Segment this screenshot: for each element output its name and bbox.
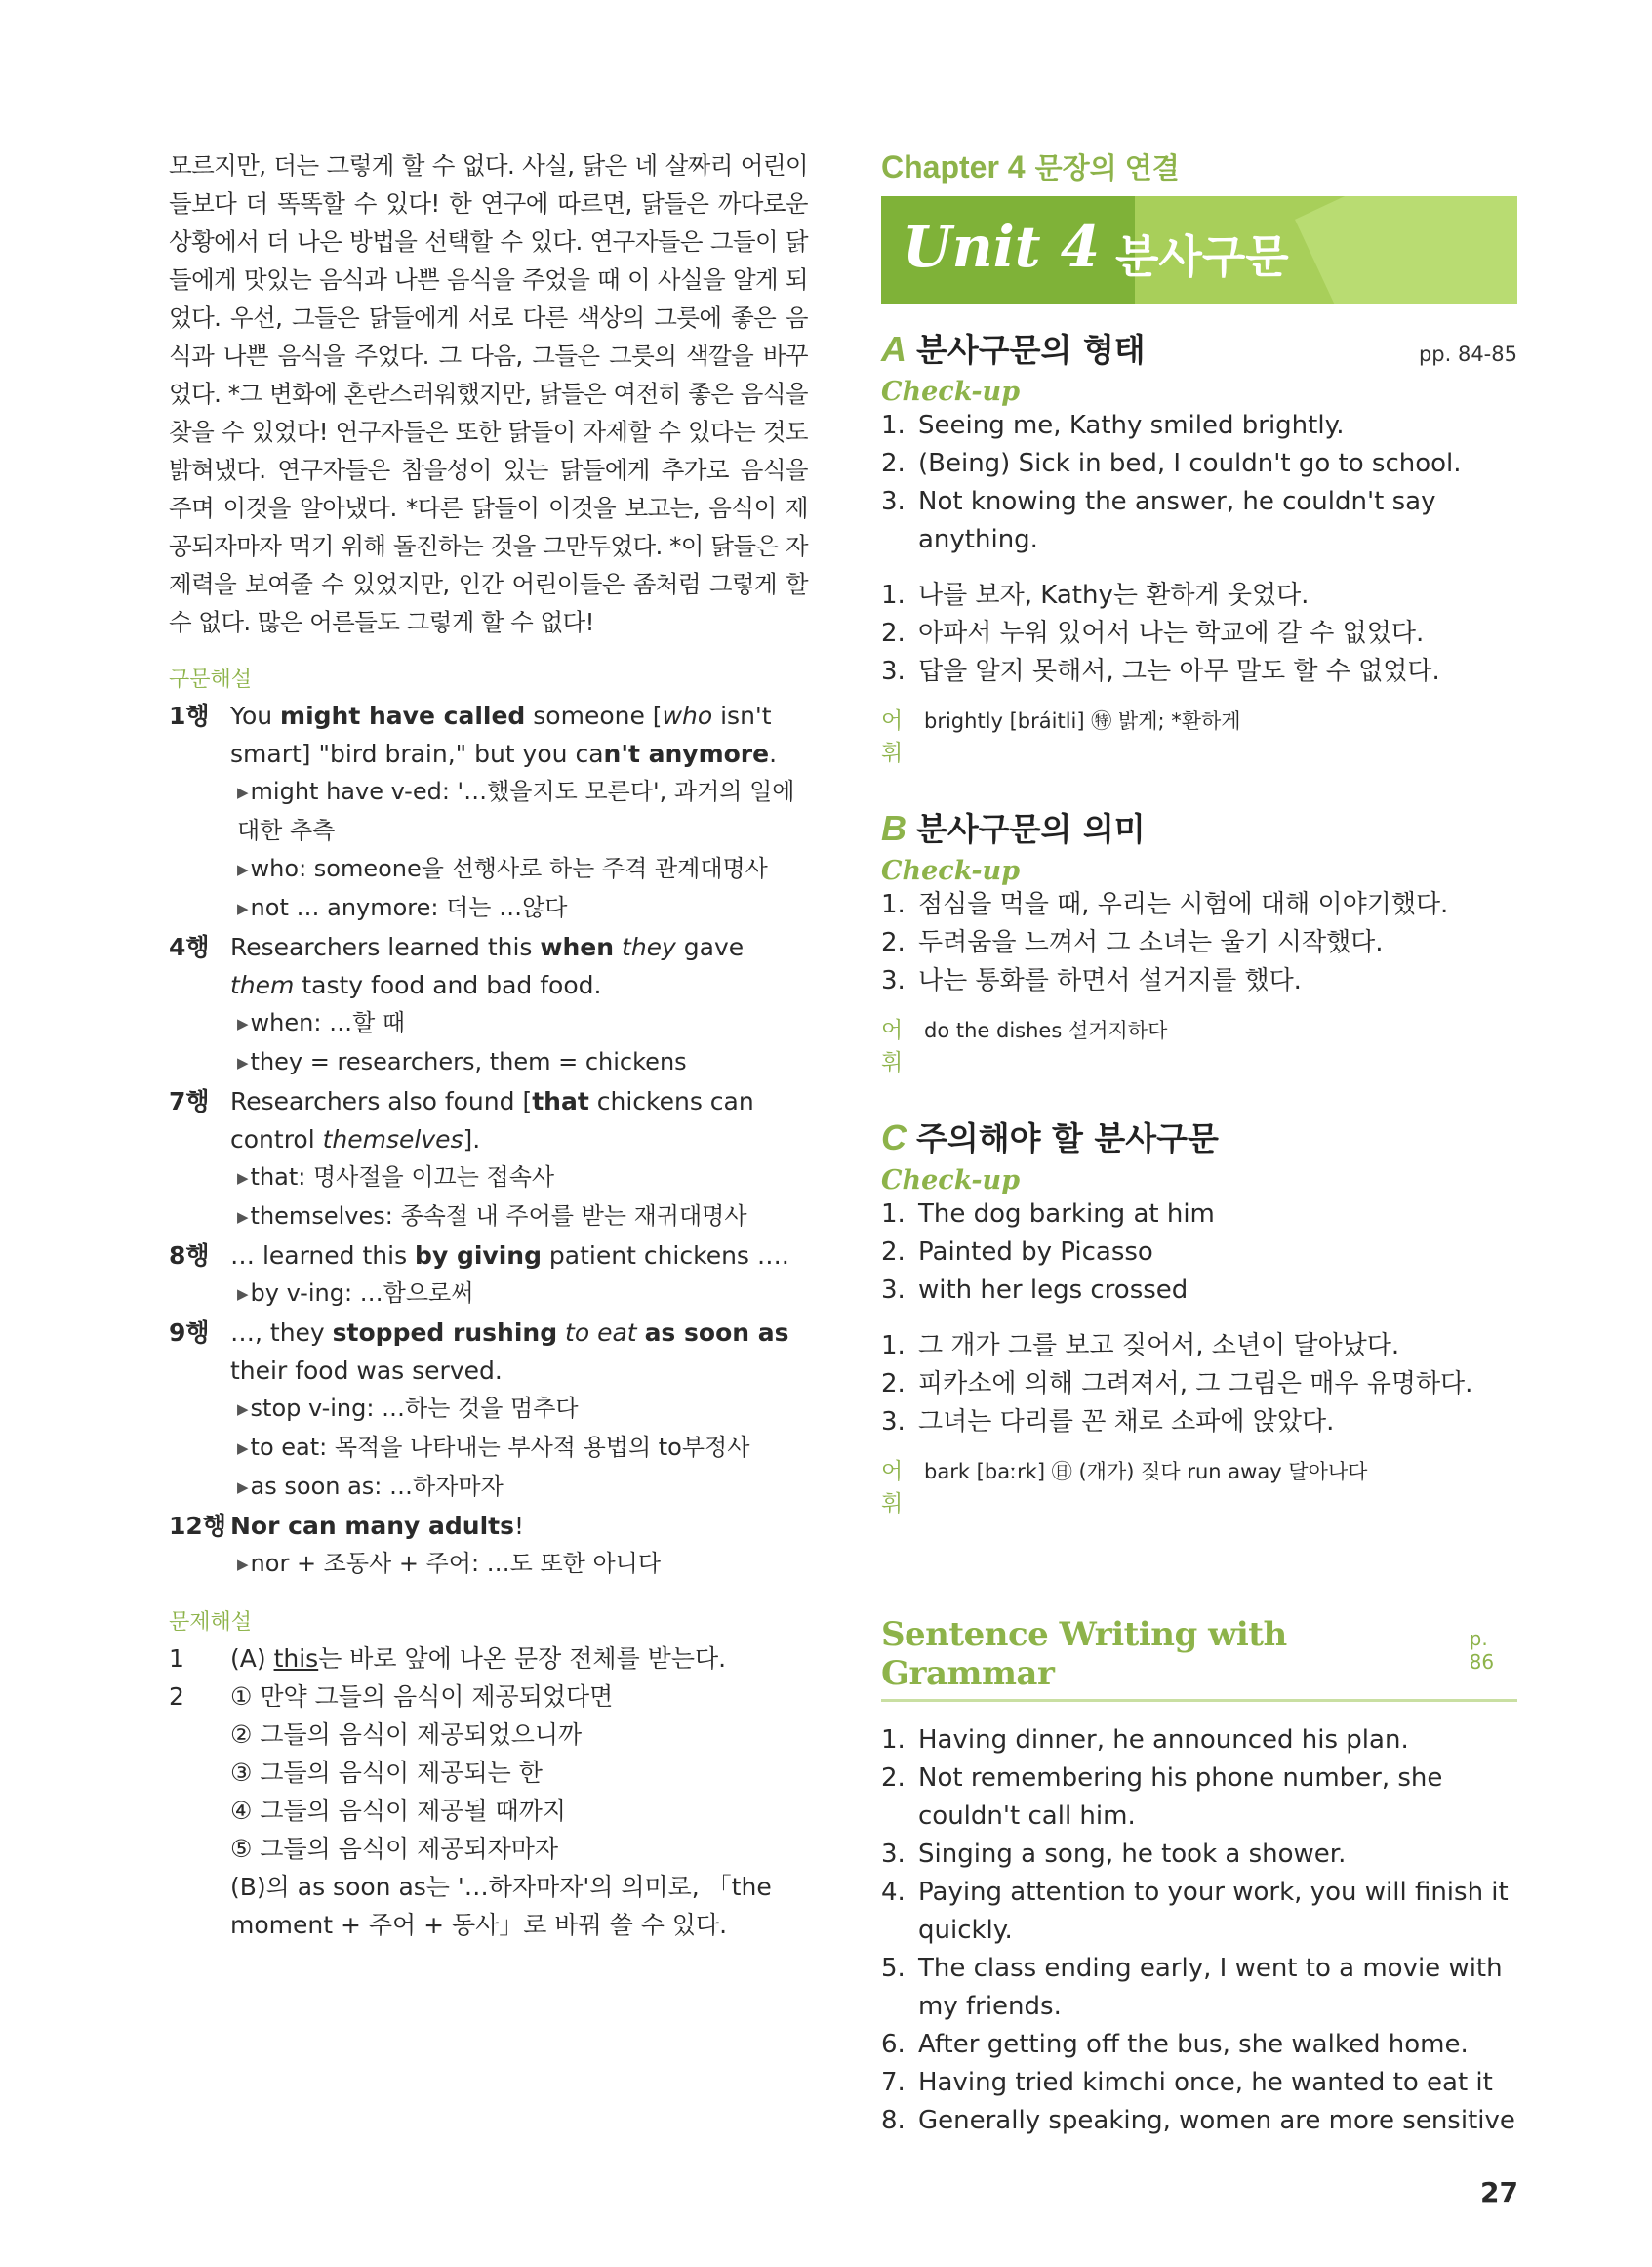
- syntax-fragment: might have called: [280, 702, 526, 730]
- checkup-label: Check-up: [881, 377, 1021, 407]
- syntax-note-text: stop v-ing: …하는 것을 멈추다: [250, 1395, 579, 1422]
- vocab-label: 어휘: [881, 1459, 904, 1517]
- section-heading: [881, 1113, 1517, 1159]
- syntax-fragment: … learned this: [230, 1241, 416, 1270]
- checkup-korean-item-number: 2.: [881, 1369, 906, 1398]
- swg-item: [881, 2064, 1517, 2102]
- unit-title: Unit 4: [903, 214, 1101, 280]
- checkup-korean-item-number: 2.: [881, 619, 906, 648]
- syntax-sentence: [230, 1082, 808, 1158]
- checkup-english-item-number: 2.: [881, 1237, 906, 1267]
- swg-item-text: Paying attention to your work, you will finish it quickly.: [918, 1878, 1509, 1945]
- syntax-note-text: themselves: 종속절 내 주어를 받는 재귀대명사: [250, 1202, 747, 1230]
- syntax-fragment: ].: [463, 1125, 481, 1154]
- answer-2: [169, 1678, 808, 1944]
- swg-item-text: Not remembering his phone number, she couldn't call him.: [918, 1763, 1443, 1831]
- vocab-label: 어휘: [881, 708, 904, 766]
- checkup-korean-item-number: 3.: [881, 657, 906, 686]
- syntax-note: [169, 1197, 808, 1236]
- section-page-ref: pp. 84-85: [1418, 343, 1517, 366]
- swg-item-text: Having dinner, he announced his plan.: [918, 1725, 1409, 1755]
- syntax-row: [169, 697, 808, 773]
- checkup-korean-item-number: 3.: [881, 1407, 906, 1437]
- triangle-bullet-icon: ▶: [237, 1015, 249, 1032]
- checkup-korean-item-text: 그녀는 다리를 꼰 채로 소파에 앉았다.: [918, 1407, 1335, 1437]
- section-letter: C: [881, 1117, 907, 1157]
- answer-1-underlined: this: [273, 1644, 319, 1673]
- syntax-fragment: gave: [675, 933, 745, 961]
- syntax-sentence: [230, 1314, 808, 1390]
- checkup-english-item-number: 1.: [881, 411, 906, 440]
- section-heading: [881, 804, 1517, 850]
- syntax-fragment: Nor can many adults: [230, 1512, 515, 1540]
- triangle-bullet-icon: ▶: [237, 1208, 249, 1226]
- section-title: 주의해야 할 분사구문: [916, 1119, 1219, 1157]
- syntax-sentence: [230, 928, 808, 1004]
- triangle-bullet-icon: ▶: [237, 1400, 249, 1418]
- swg-item-number: 2.: [881, 1763, 906, 1793]
- checkup-korean-item: [881, 1365, 1517, 1403]
- left-column: [169, 146, 808, 1944]
- swg-item-number: 4.: [881, 1878, 906, 1907]
- chapter-title: 문장의 연결: [1034, 153, 1180, 184]
- syntax-note: [169, 1275, 808, 1314]
- triangle-bullet-icon: ▶: [237, 1054, 249, 1072]
- syntax-fragment: that: [532, 1087, 589, 1115]
- swg-item: [881, 2102, 1517, 2140]
- checkup-english-item: [881, 1272, 1517, 1310]
- checkup-korean-item-text: 아파서 누워 있어서 나는 학교에 갈 수 없었다.: [918, 619, 1425, 648]
- syntax-fragment: tasty food and bad food.: [294, 971, 602, 999]
- swg-title: Sentence Writing with Grammar: [881, 1615, 1287, 1693]
- checkup-english-item-text: (Being) Sick in bed, I couldn't go to school.: [918, 449, 1462, 478]
- answer-1-post: 는 바로 앞에 나온 문장 전체를 받는다.: [318, 1644, 727, 1673]
- checkup-korean-item-number: 1.: [881, 1331, 906, 1360]
- syntax-note-text: that: 명사절을 이끄는 접속사: [250, 1163, 555, 1191]
- answer-2-option: ② 그들의 음식이 제공되었으니까: [230, 1720, 583, 1749]
- checkup-korean-item: [881, 886, 1517, 924]
- syntax-fragment: when: [540, 933, 615, 961]
- syntax-note-text: they = researchers, them = chickens: [250, 1048, 687, 1075]
- swg-item-text: Generally speaking, women are more sensitive: [918, 2106, 1515, 2135]
- syntax-fragment: You: [230, 702, 281, 730]
- checkup-korean-item-number: 2.: [881, 928, 906, 957]
- chapter-label: Chapter 4: [881, 149, 1026, 184]
- answer-2-option: ⑤ 그들의 음식이 제공되자마자: [230, 1835, 559, 1863]
- checkup-english-item: [881, 483, 1517, 559]
- syntax-note-text: by v-ing: …함으로써: [250, 1279, 474, 1307]
- checkup-korean-item: [881, 924, 1517, 962]
- checkup-english-item-text: The dog barking at him: [918, 1199, 1215, 1229]
- answer-1-pre: (A): [230, 1644, 274, 1673]
- checkup-korean-item-text: 두려움을 느껴서 그 소녀는 울기 시작했다.: [918, 928, 1384, 957]
- syntax-row: [169, 1314, 808, 1390]
- checkup-english-item: [881, 1234, 1517, 1272]
- syntax-line-number: 4행: [169, 933, 210, 961]
- checkup-korean-item-text: 답을 알지 못해서, 그는 아무 말도 할 수 없었다.: [918, 657, 1440, 686]
- checkup-korean-item: [881, 1403, 1517, 1441]
- syntax-line-number: 7행: [169, 1087, 210, 1115]
- triangle-bullet-icon: ▶: [237, 1439, 249, 1457]
- syntax-note: [169, 773, 808, 850]
- swg-item: [881, 1760, 1517, 1836]
- syntax-row: [169, 1507, 808, 1545]
- syntax-fragment: [614, 933, 622, 961]
- syntax-note: [169, 850, 808, 889]
- syntax-note-text: might have v-ed: '…했을지도 모른다', 과거의 일에 대한 추측: [237, 778, 795, 844]
- checkup-korean-item: [881, 1327, 1517, 1365]
- syntax-fragment: by giving: [415, 1241, 542, 1270]
- syntax-row: [169, 1236, 808, 1275]
- checkup-korean-item: [881, 653, 1517, 691]
- page-number: 27: [1480, 2176, 1518, 2208]
- triangle-bullet-icon: ▶: [237, 1169, 249, 1187]
- syntax-note-text: as soon as: …하자마자: [250, 1473, 504, 1500]
- swg-item: [881, 2026, 1517, 2064]
- answer-2-option: ① 만약 그들의 음식이 제공되었다면: [230, 1682, 614, 1711]
- triangle-bullet-icon: ▶: [237, 861, 249, 878]
- checkup-korean-item: [881, 962, 1517, 1000]
- answer-2-explanation: (B)의 as soon as는 '…하자마자'의 의미로, 「the moment + 주어 + 동사」로 바꿔 쓸 수 있다.: [230, 1873, 772, 1939]
- swg-item-text: Singing a song, he took a shower.: [918, 1840, 1347, 1869]
- syntax-note: [169, 1158, 808, 1197]
- korean-translation-paragraph: 모르지만, 더는 그렇게 할 수 없다. 사실, 닭은 네 살짜리 어린이들보다 더 똑똑할 수 있다! 한 연구에 따르면, 닭들은 까다로운 상황에서 더 나은 방법을 선택할 수 있다. 연구자들은 그들이 닭들에게 맛있는 음식과 나쁜 음식을 주었을 때 이 사실을 알게 되었다. 우선, 그들은 닭들에게 서로 다른 색상의 그릇에 좋은 음식과 나쁜 음식을 주었다. 그 다음, 그들은 그릇의 색깔을 바꾸었다. *그 변화에 혼란스러워했지만, 닭들은 여전히 좋은 음식을 찾을 수 있었다! 연구자들은 또한 닭들이 자제할 수 있다는 것도 밝혀냈다. 연구자들은 참을성이 있는 닭들에게 추가로 음식을 주며 이것을 알아냈다. *다른 닭들이 이것을 보고는, 음식이 제공되자마자 먹기 위해 돌진하는 것을 그만두었다. *이 닭들은 자제력을 보여줄 수 있었지만, 인간 어린이들은 좀처럼 그렇게 할 수 없다. 많은 어른들도 그렇게 할 수 없다!: [169, 151, 808, 636]
- syntax-line-number: 1행: [169, 702, 210, 730]
- syntax-fragment: patient chickens ….: [541, 1241, 789, 1270]
- checkup-english-item: [881, 1195, 1517, 1234]
- syntax-note-text: nor + 조동사 + 주어: …도 또한 아니다: [250, 1550, 662, 1577]
- syntax-note-text: who: someone을 선행사로 하는 주격 관계대명사: [250, 855, 768, 882]
- syntax-line-number: 12행: [169, 1512, 226, 1540]
- syntax-line-number: 8행: [169, 1241, 210, 1270]
- checkup-english-item-text: Seeing me, Kathy smiled brightly.: [918, 411, 1345, 440]
- triangle-bullet-icon: ▶: [237, 1556, 249, 1573]
- triangle-bullet-icon: ▶: [237, 784, 249, 801]
- syntax-row: [169, 1082, 808, 1158]
- syntax-label: 구문해설: [169, 668, 253, 692]
- syntax-note: [169, 1043, 808, 1082]
- checkup-english-item-text: Not knowing the answer, he couldn't say anything.: [918, 487, 1436, 554]
- syntax-note: [169, 1468, 808, 1507]
- syntax-fragment: chickens can control: [230, 1087, 754, 1154]
- swg-item-number: 6.: [881, 2030, 906, 2059]
- checkup-english-item-text: Painted by Picasso: [918, 1237, 1153, 1267]
- swg-item: [881, 1874, 1517, 1950]
- unit-banner: [881, 196, 1517, 304]
- syntax-note: [169, 1429, 808, 1468]
- syntax-fragment: to eat: [565, 1318, 637, 1347]
- checkup-korean-item-text: 피카소에 의해 그려져서, 그 그림은 매우 유명하다.: [918, 1369, 1473, 1398]
- syntax-fragment: someone [: [525, 702, 663, 730]
- checkup-english-item-number: 2.: [881, 449, 906, 478]
- section-heading: [881, 325, 1517, 371]
- triangle-bullet-icon: ▶: [237, 1285, 249, 1303]
- syntax-note: [169, 1004, 808, 1043]
- vocab-line: [881, 1453, 1517, 1518]
- swg-heading: [881, 1615, 1517, 1702]
- syntax-note-text: to eat: 목적을 나타내는 부사적 용법의 to부정사: [250, 1434, 750, 1461]
- syntax-fragment: they: [622, 933, 676, 961]
- section-letter: A: [881, 329, 907, 369]
- vocab-text: do the dishes 설거지하다: [924, 1019, 1168, 1042]
- syntax-fragment: n't anymore: [603, 740, 770, 768]
- syntax-sentence: [230, 1507, 808, 1545]
- checkup-korean-item-text: 나를 보자, Kathy는 환하게 웃었다.: [918, 581, 1310, 610]
- vocab-label: 어휘: [881, 1018, 904, 1075]
- vocab-text: bark [baːrk] ㊐ (개가) 짖다 run away 달아나다: [924, 1460, 1368, 1483]
- swg-list: [881, 1721, 1517, 2140]
- checkup-korean-item-text: 나는 통화를 하면서 설거지를 했다.: [918, 966, 1302, 995]
- checkup-label: Check-up: [881, 1165, 1021, 1195]
- swg-item-number: 7.: [881, 2068, 906, 2097]
- syntax-fragment: as soon as: [644, 1318, 789, 1347]
- checkup-english-item-text: with her legs crossed: [918, 1275, 1189, 1305]
- syntax-sentence: [230, 1236, 808, 1275]
- triangle-bullet-icon: ▶: [237, 1478, 249, 1496]
- syntax-fragment: their food was served.: [230, 1356, 503, 1385]
- syntax-fragment: Researchers also found [: [230, 1087, 533, 1115]
- syntax-fragment: isn't smart] "bird brain," but you ca: [230, 702, 772, 768]
- syntax-note-text: not … anymore: 더는 …않다: [250, 894, 568, 921]
- checkup-korean-item-number: 1.: [881, 581, 906, 610]
- syntax-row: [169, 928, 808, 1004]
- syntax-note: [169, 889, 808, 928]
- syntax-note-text: when: …할 때: [250, 1009, 406, 1036]
- syntax-fragment: them: [230, 971, 295, 999]
- swg-item: [881, 1950, 1517, 2026]
- checkup-english-item-number: 3.: [881, 487, 906, 516]
- spacer: [881, 1310, 1517, 1327]
- swg-item-number: 1.: [881, 1725, 906, 1755]
- right-column: [881, 146, 1517, 2140]
- syntax-fragment: [637, 1318, 645, 1347]
- checkup-korean-item-number: 1.: [881, 890, 906, 919]
- checkup-english-item: [881, 445, 1517, 483]
- answer-1: [169, 1640, 808, 1678]
- section-title: 분사구문의 형태: [916, 331, 1146, 369]
- checkup-korean-item: [881, 615, 1517, 653]
- spacer: [881, 559, 1517, 577]
- swg-page-ref: p. 86: [1469, 1627, 1495, 1674]
- syntax-fragment: [557, 1318, 565, 1347]
- syntax-fragment: who: [662, 702, 713, 730]
- vocab-line: [881, 703, 1517, 767]
- chapter-heading: [881, 146, 1517, 186]
- syntax-line-number: 9행: [169, 1318, 210, 1347]
- swg-item-text: After getting off the bus, she walked home.: [918, 2030, 1469, 2059]
- section-title: 분사구문의 의미: [916, 810, 1146, 848]
- checkup-english-item: [881, 407, 1517, 445]
- swg-item-number: 3.: [881, 1840, 906, 1869]
- syntax-note: [169, 1545, 808, 1584]
- swg-item: [881, 1721, 1517, 1760]
- swg-item-text: The class ending early, I went to a movie with my friends.: [918, 1954, 1503, 2021]
- syntax-list: [169, 697, 808, 1584]
- vocab-text: brightly [bráitli] ㊕ 밝게; *환하게: [924, 709, 1241, 733]
- answer-2-option: ④ 그들의 음식이 제공될 때까지: [230, 1797, 567, 1825]
- syntax-fragment: …, they: [230, 1318, 333, 1347]
- swg-item-number: 5.: [881, 1954, 906, 1983]
- checkup-english-item-number: 3.: [881, 1275, 906, 1305]
- syntax-fragment: themselves: [322, 1125, 463, 1154]
- checkup-label: Check-up: [881, 856, 1021, 886]
- checkup-korean-item-text: 그 개가 그를 보고 짖어서, 소년이 달아났다.: [918, 1331, 1400, 1360]
- syntax-fragment: Researchers learned this: [230, 933, 541, 961]
- unit-banner-stripe: [1295, 196, 1517, 304]
- vocab-line: [881, 1012, 1517, 1076]
- syntax-note: [169, 1390, 808, 1429]
- syntax-sentence: [230, 697, 808, 773]
- syntax-fragment: stopped rushing: [332, 1318, 558, 1347]
- answer-2-num: 2: [169, 1682, 184, 1711]
- swg-item: [881, 1836, 1517, 1874]
- checkup-english-item-number: 1.: [881, 1199, 906, 1229]
- swg-item-number: 8.: [881, 2106, 906, 2135]
- unit-subtitle: 분사구문: [1115, 230, 1289, 283]
- syntax-fragment: .: [769, 740, 778, 768]
- triangle-bullet-icon: ▶: [237, 900, 249, 917]
- swg-item-text: Having tried kimchi once, he wanted to eat it: [918, 2068, 1493, 2097]
- section-letter: B: [881, 808, 907, 848]
- answer-2-option: ③ 그들의 음식이 제공되는 한: [230, 1759, 543, 1787]
- checkup-korean-item-text: 점심을 먹을 때, 우리는 시험에 대해 이야기했다.: [918, 890, 1449, 919]
- answer-1-num: 1: [169, 1644, 184, 1673]
- checkup-korean-item: [881, 577, 1517, 615]
- grammar-sections: [881, 325, 1517, 1518]
- checkup-korean-item-number: 3.: [881, 966, 906, 995]
- syntax-fragment: !: [514, 1512, 525, 1540]
- answer-label: 문제해설: [169, 1610, 253, 1635]
